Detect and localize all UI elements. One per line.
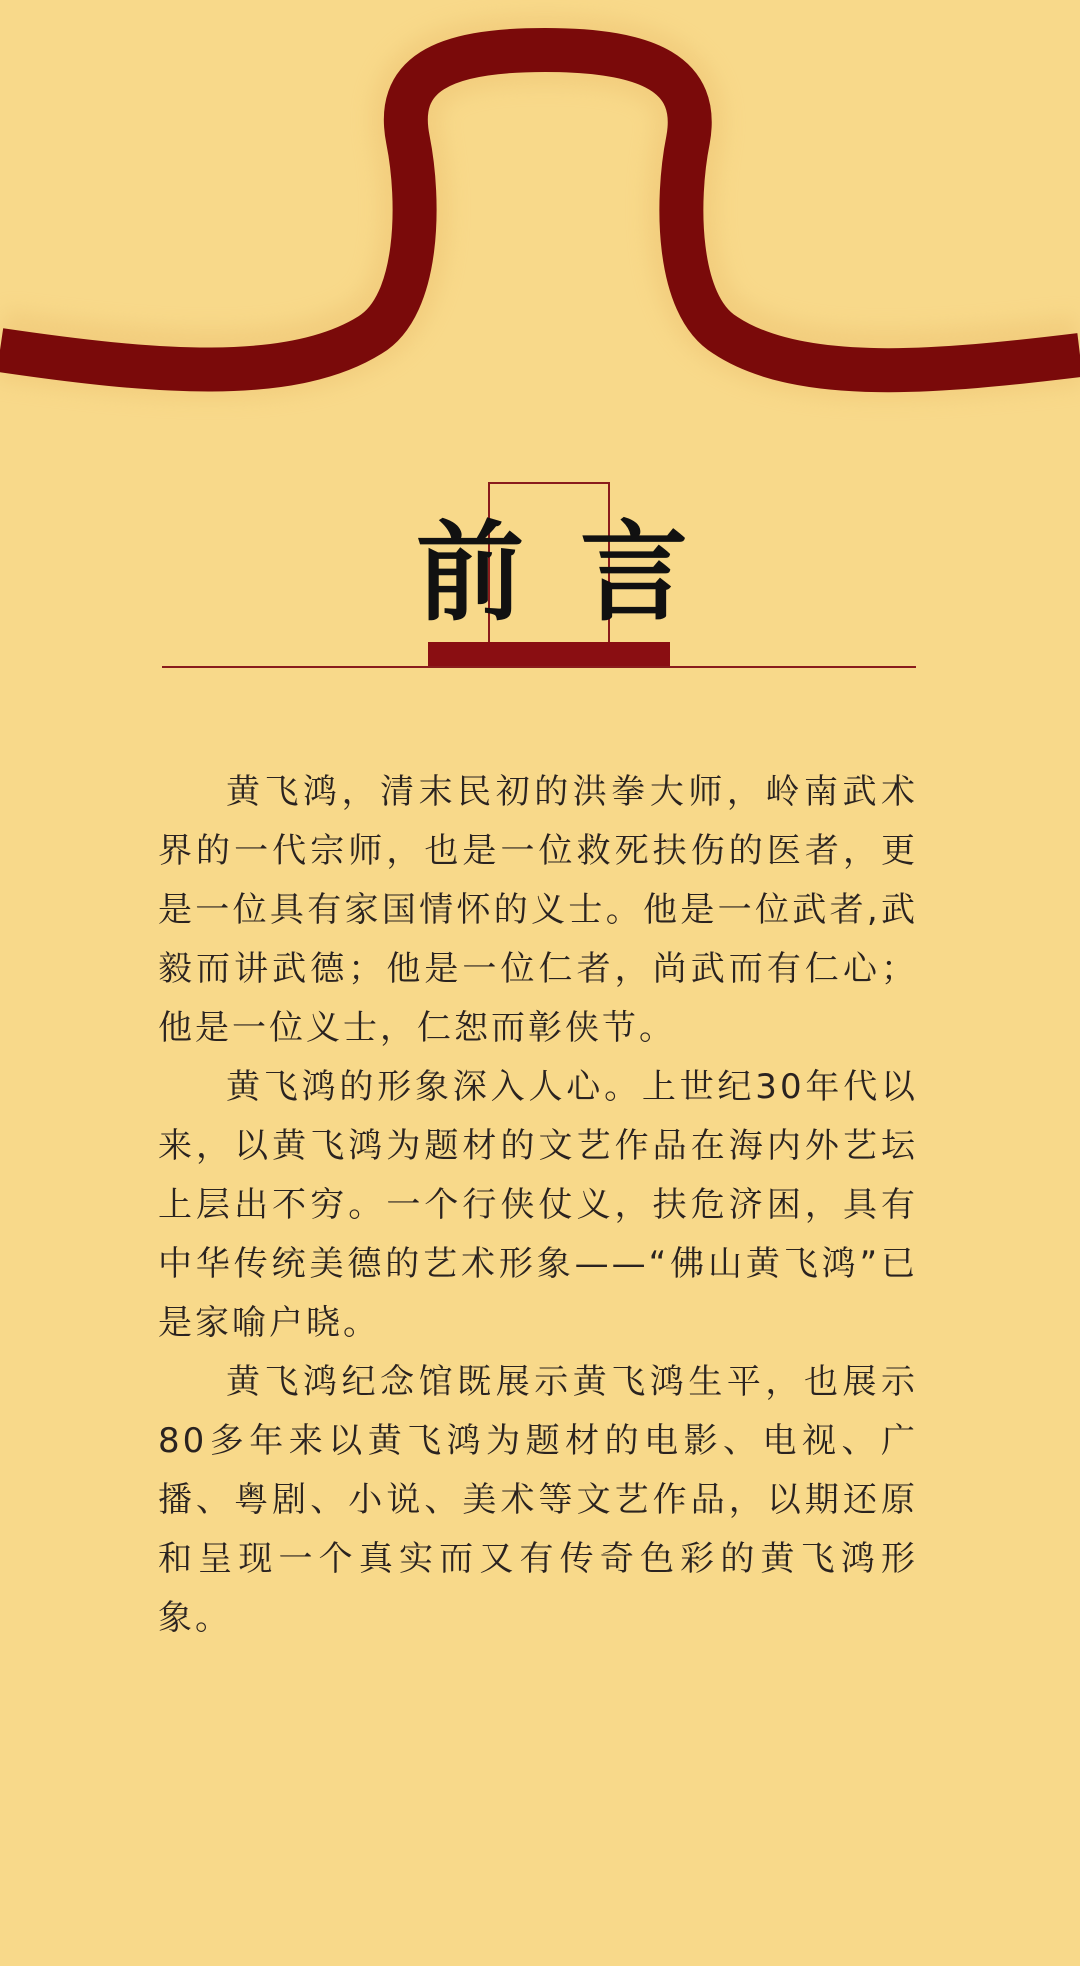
page-title-char-1: 前 — [416, 511, 525, 636]
preface-body — [158, 763, 918, 1648]
paragraph-2: 黄飞鸿的形象深入人心。上世纪30年代以来，以黄飞鸿为题材的文艺作品在海内外艺坛上层出不穷。一个行侠仗义，扶危济困，具有中华传统美德的艺术形象——“佛山黄飞鸿”已是家喻户晓。 — [158, 1067, 918, 1343]
red-ribbon-decoration — [0, 0, 1080, 440]
page-title-char-2: 言 — [580, 511, 689, 636]
paragraph-3: 黄飞鸿纪念馆既展示黄飞鸿生平，也展示80多年来以黄飞鸿为题材的电影、电视、广播、粤剧、小说、美术等文艺作品，以期还原和呈现一个真实而又有传奇色彩的黄飞鸿形象。 — [158, 1362, 918, 1638]
title-divider-line — [162, 666, 916, 668]
paragraph-1: 黄飞鸿，清末民初的洪拳大师，岭南武术界的一代宗师，也是一位救死扶伤的医者，更是一位具有家国情怀的义士。他是一位武者,武毅而讲武德；他是一位仁者，尚武而有仁心；他是一位义士，仁恕而彰侠节。 — [158, 772, 918, 1048]
title-block — [0, 470, 1080, 690]
title-underbar — [428, 642, 670, 666]
